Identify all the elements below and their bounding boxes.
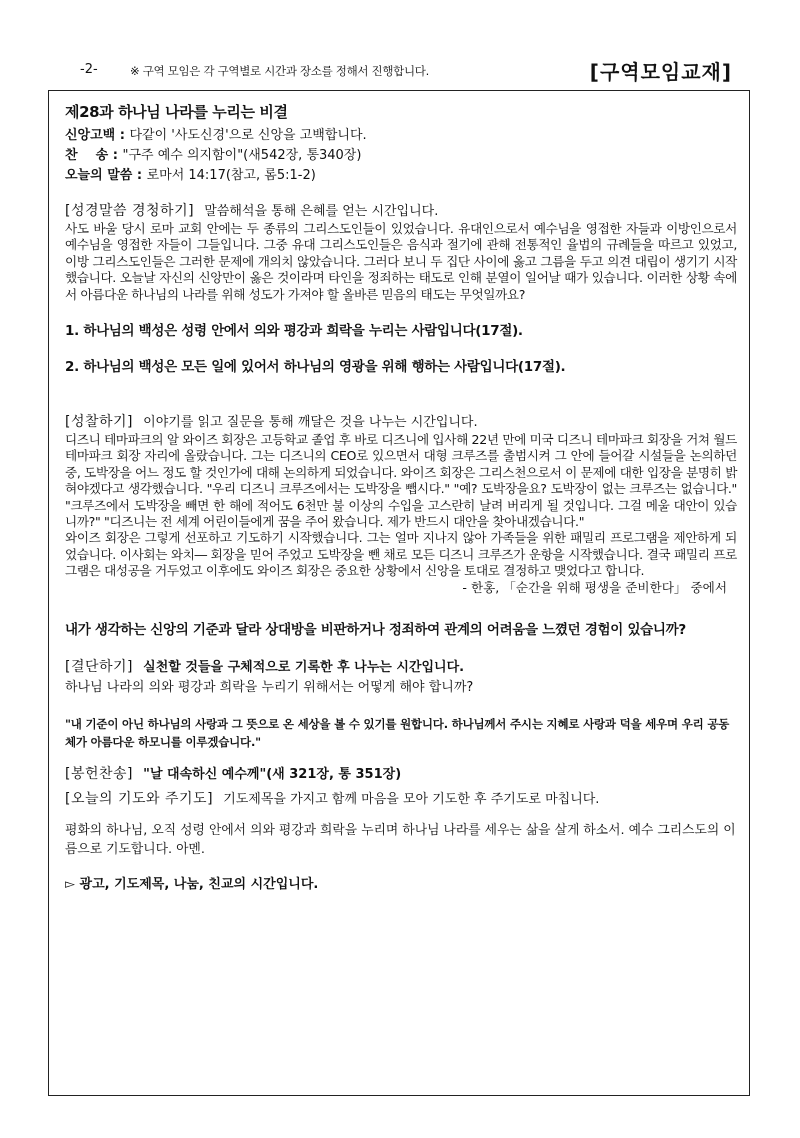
listening-point-1: 1. 하나님의 백성은 성령 안에서 의와 평강과 희락을 누리는 사람입니다(17절). [65,323,523,340]
offering-hymn: "날 대속하신 예수께"(새 321장, 통 351장) [143,766,402,782]
reflection-label: [성찰하기] [65,414,134,431]
page-number: -2- [80,62,98,77]
lesson-content [65,101,737,892]
reflection-story-2: 와이즈 회장은 그렇게 선포하고 기도하기 시작했습니다. 그는 얼마 지나지 않아 가족들을 위한 패밀리 프로그램을 제안하게 되었습니다. 이사회는 와치― 회장을 믿어 주었고 도박장을 뺀 채로 모든 디즈니 크루즈가 운항을 시작했습니다. 결국 패밀리 프로그램은 대성공을 거두었고 이후에도 와이즈 회장은 중요한 상황에서 신앙을 토대로 결정하고 맺었다고 합니다. [65,530,737,579]
offering-header [65,765,737,784]
hymn-value: "구주 예수 의지함이"(새542장, 통340장) [122,148,362,163]
listening-label: [성경말씀 경청하기] [65,203,195,219]
reflection-question: 내가 생각하는 신앙의 기준과 달라 상대방을 비판하거나 정죄하여 관계의 어려움을 느꼈던 경험이 있습니까? [65,621,686,638]
group-meeting-notice: ※ 구역 모임은 각 구역별로 시간과 장소를 정해서 진행합니다. [130,64,429,78]
lesson-title: 제28과 하나님 나라를 누리는 비결 [65,103,288,121]
reflection-intro: 이야기를 읽고 질문을 통해 깨달은 것을 나누는 시간입니다. [143,415,478,431]
scripture-label: 오늘의 말씀 : [65,168,147,183]
decision-header [65,658,737,677]
listening-header [65,202,737,221]
decision-intro: 실천할 것들을 구체적으로 기록한 후 나누는 시간입니다. [143,659,465,675]
listening-point-2: 2. 하나님의 백성은 모든 일에 있어서 하나님의 영광을 위해 행하는 사람입니다(17절). [65,359,566,376]
decision-question: 하나님 나라의 의와 평강과 희락을 누리기 위해서는 어떻게 해야 합니까? [65,679,474,695]
confession-value: 다같이 '사도신경'으로 신앙을 고백합니다. [129,128,367,143]
hymn-row [65,146,737,166]
document-tag: [구역모임교재] [589,60,732,84]
page-header [72,56,732,88]
confession-label: 신앙고백 : [65,128,130,143]
confession-row [65,126,737,146]
prayer-label: [오늘의 기도와 주기도] [65,790,214,807]
decision-label: [결단하기] [65,658,134,675]
closing-announcement: ▻ 광고, 기도제목, 나눔, 친교의 시간입니다. [65,876,319,892]
listening-intro: 말씀해석을 통해 은혜를 얻는 시간입니다. [204,204,439,219]
prayer-header [65,790,737,809]
listening-body: 사도 바울 당시 로마 교회 안에는 두 종류의 그리스도인들이 있었습니다. 유대인으로서 예수님을 영접한 자들과 이방인으로서 예수님을 영접한 자들이 그들입니다. 그중 유대 그리스도인들은 음식과 절기에 관해 전통적인 율법의 규례들을 따르고 있었고, 이방 그리스도인들은 그러한 문제에 개의치 않았습니다. 그러다 보니 두 집단 사이에 옳고 그름을 두고 의견 대립이 생기기 시작했습니다. 오늘날 자신의 신앙만이 옳은 것이라며 타인을 정죄하는 태도로 인해 분열이 일어날 때가 있습니다. 이러한 상황 속에서 아름다운 하나님의 나라를 위해 성도가 가져야 할 올바른 믿음의 태도는 무엇일까요? [65,221,737,302]
hymn-label: 찬 송 : [65,148,123,163]
decision-quote: "내 기준이 아닌 하나님의 사랑과 그 뜻으로 온 세상을 볼 수 있기를 원합니다. 하나님께서 주시는 지혜로 사랑과 덕을 세우며 우리 공동체가 아름다운 하모니를 이루겠습니다." [65,716,730,749]
scripture-value: 로마서 14:17(참고, 롬5:1-2) [146,168,316,183]
scripture-row [65,166,737,186]
lesson-frame [48,90,750,1096]
reflection-story-1: 디즈니 테마파크의 알 와이즈 회장은 고등학교 졸업 후 바로 디즈니에 입사해 22년 만에 미국 디즈니 테마파크 회장을 거쳐 월드 테마파크 회장 자리에 올랐습니다. 그는 디즈니의 CEO로 있으면서 대형 크루즈를 출범시켜 그 안에 들어갈 시설들을 논의하던 중, 도박장을 어느 정도 할 것인가에 대해 논의하게 되었습니다. 와이즈 회장은 그리스천으로서 이 문제에 대한 입장을 분명히 밝혀야겠다고 생각했습니다. "우리 디즈니 크루즈에서는 도박장을 뺍시다." "예? 도박장을요? 도박장이 없는 크루즈는 없습니다." "크루즈에서 도박장을 빼면 한 해에 적어도 6천만 불 이상의 수입을 고스란히 날려 버리게 될 것입니다. 그걸 메울 대안이 있습니까?" "디즈니는 전 세계 어린이들에게 꿈을 주어 왔습니다. 제가 반드시 대안을 찾아내겠습니다." [65,432,738,530]
prayer-text: 평화의 하나님, 오직 성령 안에서 의와 평강과 희락을 누리며 하나님 나라를 세우는 삶을 살게 하소서. 예수 그리스도의 이름으로 기도합니다. 아멘. [65,822,736,857]
prayer-intro: 기도제목을 가지고 함께 마음을 모아 기도한 후 주기도로 마칩니다. [223,791,600,807]
reflection-header [65,413,737,432]
story-source: - 한홍, 「순간을 위해 평생을 준비한다」 중에서 [462,579,727,595]
offering-label: [봉헌찬송] [65,765,134,782]
